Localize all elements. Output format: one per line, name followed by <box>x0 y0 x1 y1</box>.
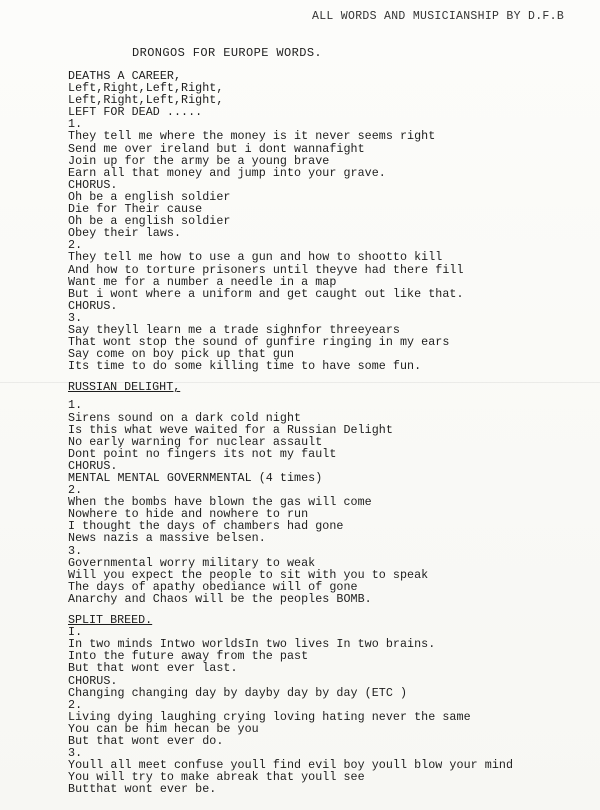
lyric-line: But that wont ever last. <box>68 661 238 676</box>
lyric-line: You will try to make abreak that youll see <box>68 770 365 785</box>
lyric-line: Left,Right,Left,Right, <box>68 93 224 108</box>
lyric-line: 2. <box>68 697 83 712</box>
lyric-line: CHORUS. <box>68 673 118 688</box>
lyric-line: Nowhere to hide and nowhere to run <box>68 507 309 522</box>
lyric-line: CHORUS. <box>68 298 118 313</box>
lyric-line: They tell me where the money is it never seems right <box>68 129 436 144</box>
lyric-line: Living dying laughing crying loving hating never the same <box>68 709 471 724</box>
lyric-line: I. <box>68 625 83 640</box>
lyric-line: Dont point no fingers its not my fault <box>68 446 337 461</box>
lyric-line: MENTAL MENTAL GOVERNMENTAL (4 times) <box>68 471 323 485</box>
lyric-line: 3. <box>68 543 83 558</box>
lyric-line: News nazis a massive belsen. <box>68 531 266 546</box>
lyric-line: Say come on boy pick up that gun <box>68 347 295 362</box>
lyric-line: Left,Right,Left,Right, <box>68 81 224 96</box>
song-heading-split-breed: SPLIT BREED. <box>68 613 153 628</box>
lyric-line: Obey their laws. <box>68 226 182 241</box>
lyric-line: But that wont ever do. <box>68 733 224 748</box>
lyric-line: Die for Their cause <box>68 202 203 217</box>
lyrics-body <box>68 70 596 795</box>
lyric-line: Governmental worry military to weak <box>68 555 316 570</box>
lyric-line: The days of apathy obediance will of gone <box>68 579 358 594</box>
lyric-line: Will you expect the people to sit with you to speak <box>68 567 429 582</box>
lyric-line: 3. <box>68 746 83 761</box>
lyric-line: 2. <box>68 238 83 253</box>
lyric-line: 1. <box>68 117 83 132</box>
lyric-line: That wont stop the sound of gunfire ringing in my ears <box>68 335 450 350</box>
lyric-line: They tell me how to use a gun and how to shootto kill <box>68 250 443 265</box>
lyric-line: Changing changing day by dayby day by day (ETC ) <box>68 685 408 700</box>
credit-line: ALL WORDS AND MUSICIANSHIP BY D.F.B <box>312 10 565 23</box>
lyric-line: Anarchy and Chaos will be the peoples BOMB. <box>68 591 372 606</box>
lyric-line: Join up for the army be a young brave <box>68 153 330 168</box>
lyric-line: 2. <box>68 483 83 498</box>
lyric-line: Youll all meet confuse youll find evil boy youll blow your mind <box>68 758 514 773</box>
lyric-line: No early warning for nuclear assault <box>68 434 323 449</box>
lyric-line: Butthat wont ever be. <box>68 782 217 797</box>
lyric-line: When the bombs have blown the gas will come <box>68 495 372 510</box>
lyric-line: DEATHS A CAREER, <box>68 69 182 83</box>
document-title: DRONGOS FOR EUROPE WORDS. <box>132 46 323 60</box>
song-heading-russian-delight: RUSSIAN DELIGHT, <box>68 380 181 395</box>
lyric-line: Earn all that money and jump into your grave. <box>68 165 386 180</box>
lyric-line: In two minds Intwo worldsIn two lives In two brains. <box>68 637 436 652</box>
song-russian-delight <box>68 399 596 605</box>
lyric-line: Is this what weve waited for a Russian Delight <box>68 422 393 437</box>
lyric-line: You can be him hecan be you <box>68 721 259 736</box>
lyric-line: Its time to do some killing time to have some fun. <box>68 359 422 374</box>
lyric-line: Oh be a english soldier <box>68 214 231 229</box>
lyric-line: I thought the days of chambers had gone <box>68 519 344 534</box>
lyric-line: Into the future away from the past <box>68 649 309 664</box>
lyric-line: 3. <box>68 310 83 325</box>
lyric-line: But i wont where a uniform and get caught out like that. <box>68 286 464 301</box>
lyric-line: Send me over ireland but i dont wannafight <box>68 141 365 156</box>
lyric-line: CHORUS. <box>68 458 118 473</box>
lyric-line: CHORUS. <box>68 177 118 192</box>
lyric-line: LEFT FOR DEAD ..... <box>68 105 203 120</box>
lyric-line: And how to torture prisoners until theyve had there fill <box>68 262 464 277</box>
song-deaths-a-career <box>68 70 596 372</box>
lyric-line: Say theyll learn me a trade sighnfor threeyears <box>68 322 400 337</box>
lyric-line: Oh be a english soldier <box>68 189 231 204</box>
lyric-line: Want me for a number a needle in a map <box>68 274 337 289</box>
lyric-line: Sirens sound on a dark cold night <box>68 410 302 425</box>
song-split-breed <box>68 626 596 795</box>
lyric-line: 1. <box>68 398 83 413</box>
